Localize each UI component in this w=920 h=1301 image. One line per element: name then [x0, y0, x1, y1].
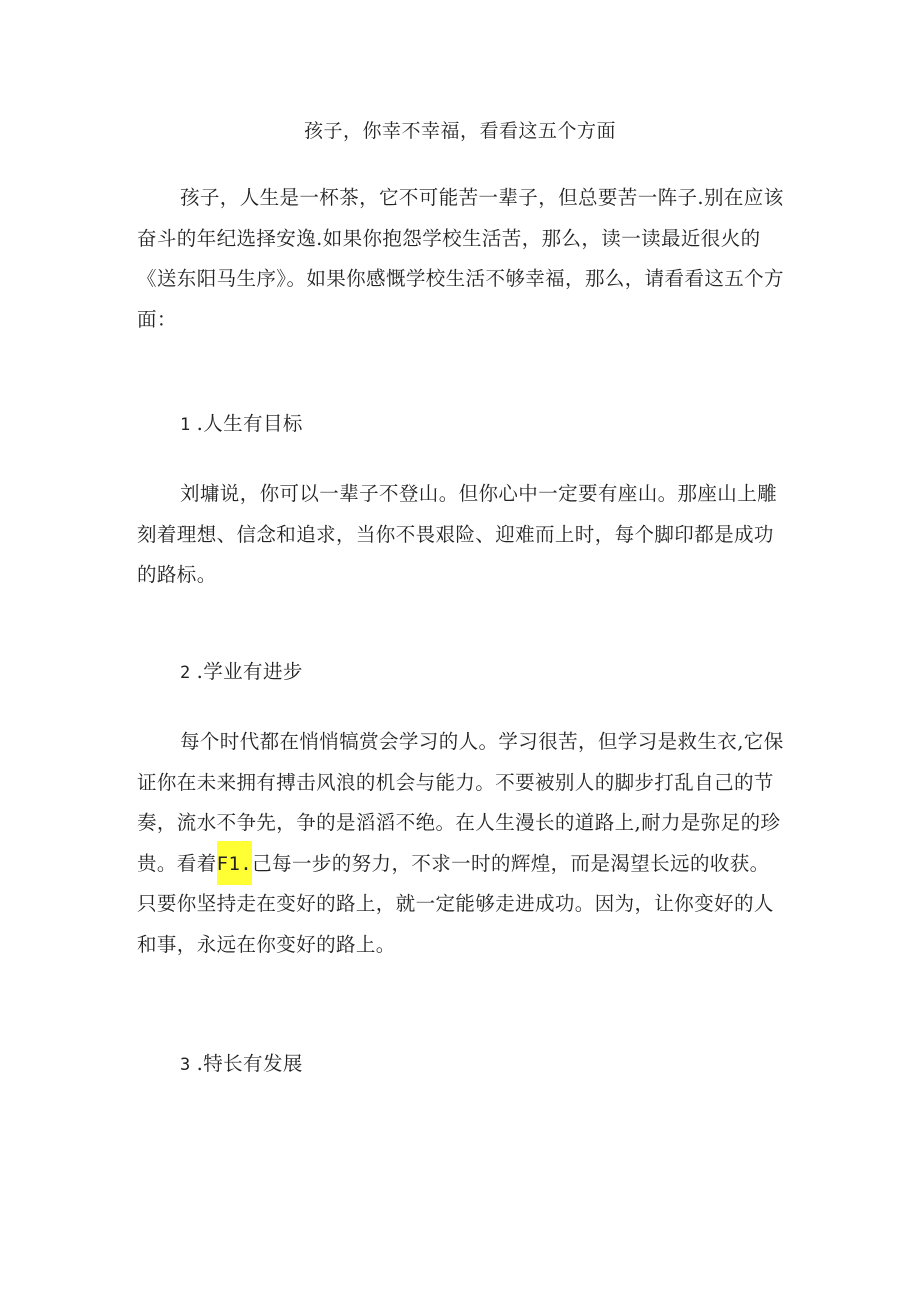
section-1-number: 1 [180, 415, 191, 435]
intro-paragraph: 孩子，人生是一杯茶，它不可能苦一辈子，但总要苦一阵子.别在应该奋斗的年纪选择安逸.如果你抱怨学校生活苦，那么，读一读最近很火的《送东阳马生序》。如果你感慨学校生活不够幸福，那么，请看看这五个方面： [137, 186, 784, 331]
document-title: 孩子，你幸不幸福，看看这五个方面 [303, 120, 616, 142]
section-2-body-before: 每个时代都在悄悄犒赏会学习的人。学习很苦，但学习是救生衣,它保证你在未来拥有搏击风浪的机会与能力。不要被别人的脚步打乱自己的节奏，流水不争先，争的是滔滔不绝。在人生漫长的道路上,耐力是弥足的珍贵。看着 [137, 730, 784, 875]
section-2-body-after: 己每一步的努力，不求一时的辉煌，而是渴望长远的收获。只要你坚持走在变好的路上，就一定能够走进成功。因为，让你变好的人和事，永远在你变好的路上。 [137, 851, 774, 956]
section-1-body: 刘墉说，你可以一辈子不登山。但你心中一定要有座山。那座山上雕刻着理想、信念和追求，当你不畏艰险、迎难而上时，每个脚印都是成功的路标。 [137, 482, 778, 587]
section-1-heading [180, 409, 303, 440]
section-2-heading [180, 657, 303, 688]
section-2-body [137, 722, 787, 966]
section-3-heading [180, 1049, 303, 1080]
section-2-title: .学业有进步 [196, 660, 303, 683]
section-3-title: .特长有发展 [196, 1052, 303, 1075]
highlighted-text: F1. [217, 841, 253, 885]
section-3-number: 3 [180, 1055, 191, 1075]
section-2-number: 2 [180, 663, 191, 683]
section-1-title: .人生有目标 [196, 412, 303, 435]
